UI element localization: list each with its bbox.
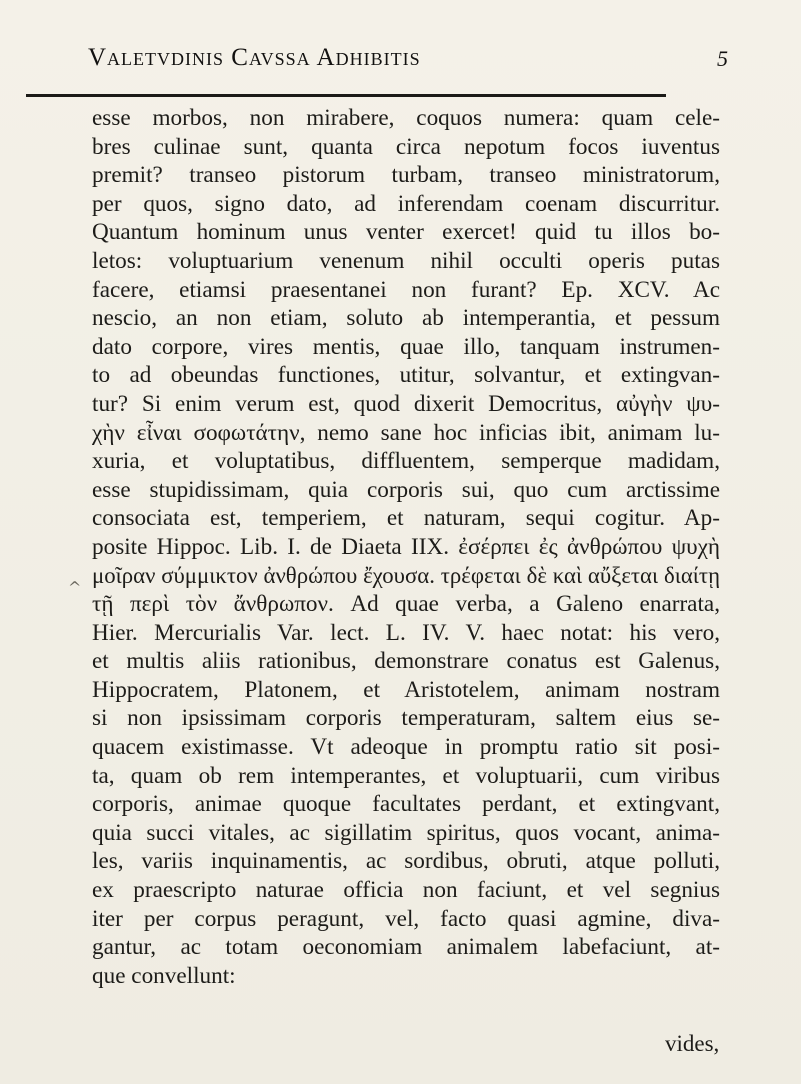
text-line: nescio, an non etiam, soluto ab intemperantia, et pessum [92, 305, 720, 332]
body-text [92, 104, 720, 990]
text-line: μοῖραν σύμμικτον ἀνθρώπου ἔχουσα. τρέφεται δὲ καὶ αὔξεται διαίτῃ [92, 562, 720, 588]
text-line: que convellunt: [92, 962, 236, 989]
text-line: facere, etiamsi praesentanei non furant? Ep. XCV. Ac [92, 276, 720, 303]
text-line: Hippocratem, Platonem, et Aristotelem, animam nostram [92, 676, 720, 703]
text-line: per quos, signo dato, ad inferendam coenam discurritur. [92, 190, 720, 217]
text-line: ex praescripto naturae officia non faciunt, et vel segnius [92, 877, 720, 904]
header-rule [26, 94, 666, 97]
text-line: premit? transeo pistorum turbam, transeo ministratorum, [92, 162, 720, 189]
text-line: xuria, et voluptatibus, diffluentem, semperque madidam, [92, 448, 720, 475]
text-line: corporis, animae quoque facultates perdant, et extingvant, [92, 791, 720, 818]
text-line: dato corpore, vires mentis, quae illo, tanquam instrumen- [92, 333, 720, 360]
text-line: quacem existimasse. Vt adeoque in promptu ratio sit posi- [92, 734, 720, 761]
text-line: to ad obeundas functiones, utitur, solvantur, et extingvan- [92, 362, 720, 389]
text-line: esse morbos, non mirabere, coquos numera: quam cele- [92, 105, 720, 131]
text-line: posite Hippoc. Lib. I. de Diaeta IIX. ἐσέρπει ἐς ἀνθρώπου ψυχὴ [92, 533, 720, 560]
text-line: ta, quam ob rem intemperantes, et voluptuarii, cum viribus [92, 762, 720, 789]
text-line: χὴν εἶναι σοφωτάτην, nemo sane hoc inficias ibit, animam lu- [92, 419, 720, 446]
text-line: τῇ περὶ τὸν ἄνθρωπον. Ad quae verba, a Galeno enarrata, [92, 591, 720, 618]
text-line: iter per corpus peragunt, vel, facto quasi agmine, diva- [92, 905, 720, 932]
page-number: 5 [717, 46, 728, 71]
text-line: bres culinae sunt, quanta circa nepotum focos iuventus [92, 133, 720, 160]
text-line: quia succi vitales, ac sigillatim spiritus, quos vocant, anima- [92, 819, 720, 846]
text-line: et multis aliis rationibus, demonstrare conatus est Galenus, [92, 648, 720, 675]
text-line: Hier. Mercurialis Var. lect. L. IV. V. haec notat: his vero, [92, 619, 720, 646]
text-line: tur? Si enim verum est, quod dixerit Democritus, αὐγὴν ψυ- [92, 390, 720, 417]
text-line: letos: voluptuarium venenum nihil occulti operis putas [92, 247, 720, 274]
text-line: esse stupidissimam, quia corporis sui, quo cum arctissime [92, 476, 720, 503]
running-head: Valetvdinis Cavssa Adhibitis [88, 44, 421, 71]
catchword: vides, [665, 1031, 720, 1056]
page-header [88, 40, 728, 80]
text-line: consociata est, temperiem, et naturam, sequi cogitur. Ap- [92, 505, 720, 532]
text-line: Quantum hominum unus venter exercet! quid tu illos bo- [92, 219, 720, 246]
text-line: les, variis inquinamentis, ac sordibus, obruti, atque polluti, [92, 848, 720, 875]
margin-mark: ^ [68, 578, 82, 597]
text-line: gantur, ac totam oeconomiam animalem labefaciunt, at- [92, 934, 720, 961]
text-line: si non ipsissimam corporis temperaturam, saltem eius se- [92, 705, 720, 732]
